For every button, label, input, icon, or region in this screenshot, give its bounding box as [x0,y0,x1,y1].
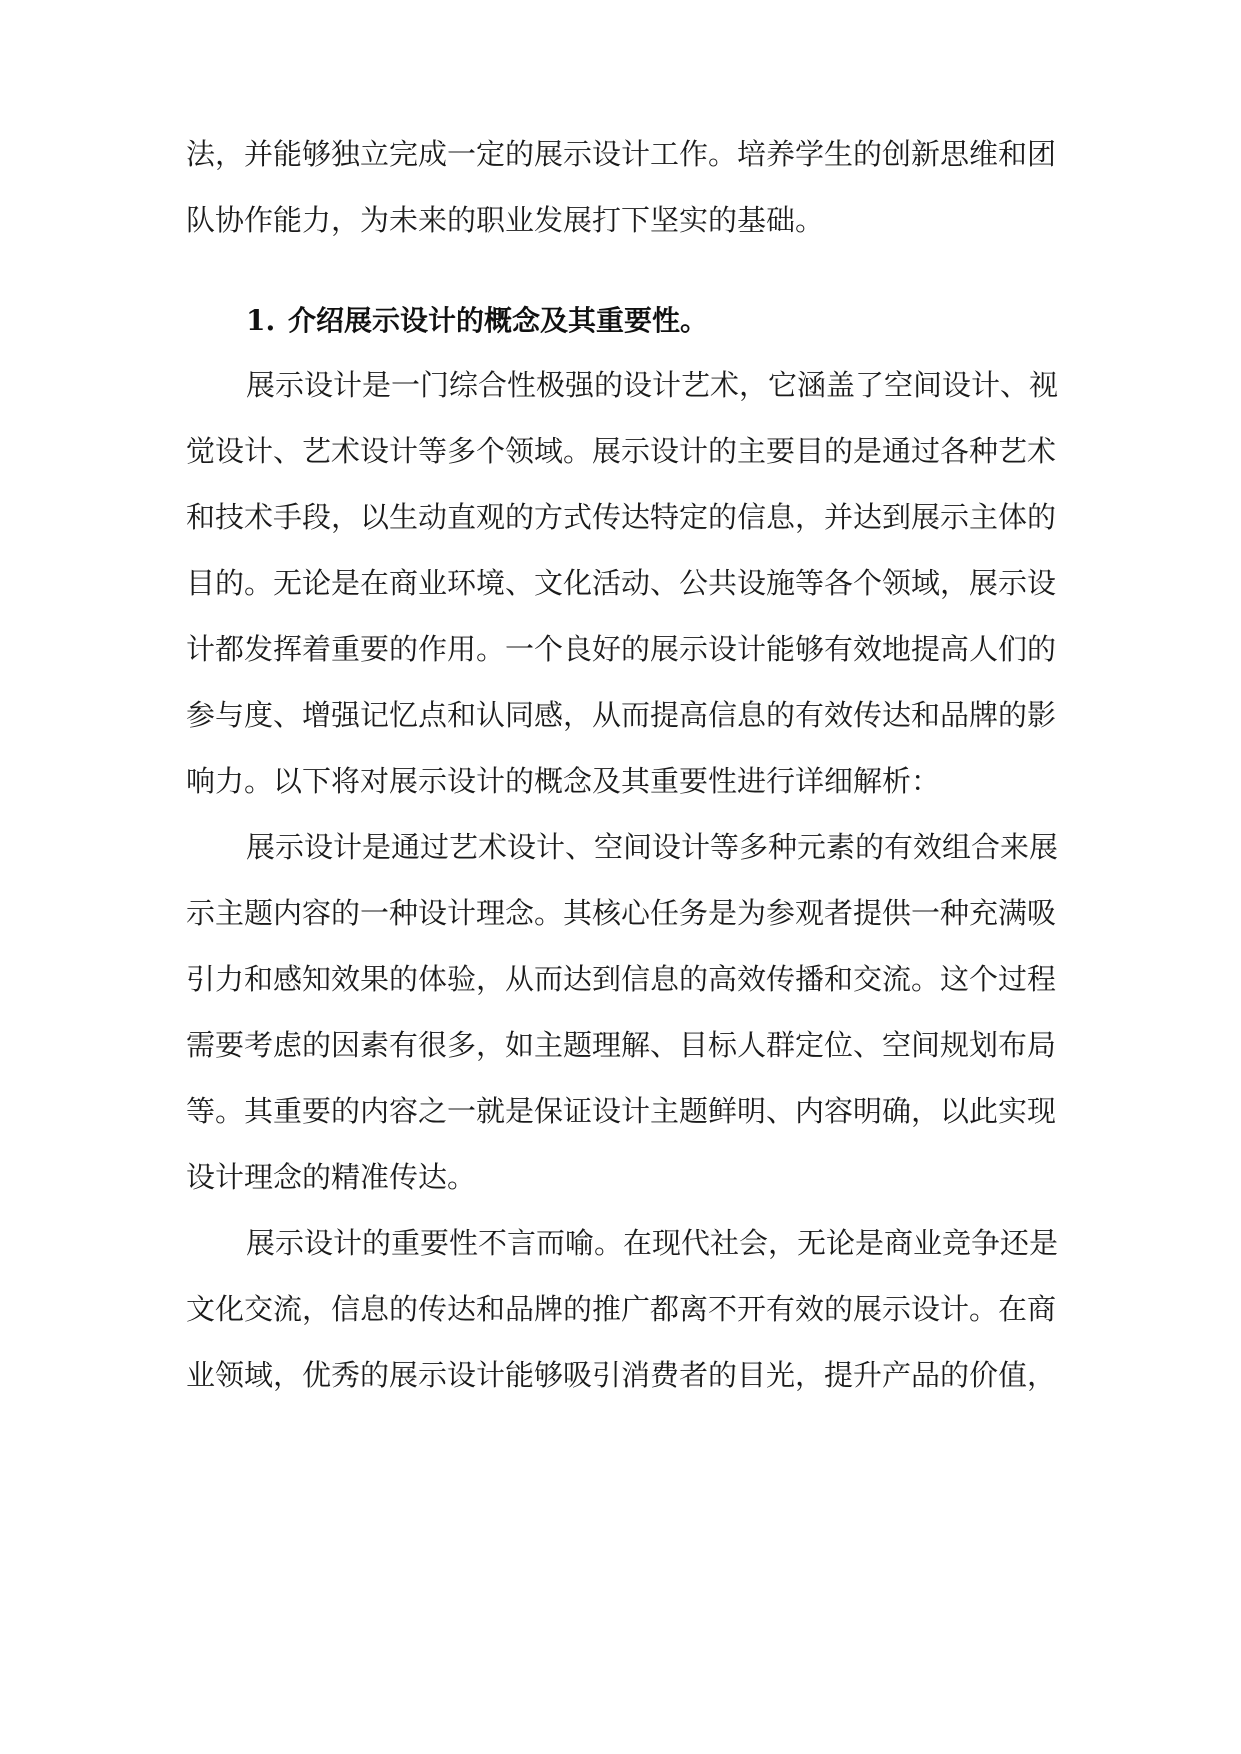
paragraph-2-line-5: 等。其重要的内容之一就是保证设计主题鲜明、内容明确，以此实现 [186,1094,1057,1128]
paragraph-1-line-6: 参与度、增强记忆点和认同感，从而提高信息的有效传达和品牌的影 [186,698,1057,732]
paragraph-1-line-4: 目的。无论是在商业环境、文化活动、公共设施等各个领域，展示设 [186,566,1057,600]
paragraph-1-line-5: 计都发挥着重要的作用。一个良好的展示设计能够有效地提高人们的 [186,632,1057,666]
paragraph-3-line-2: 文化交流，信息的传达和品牌的推广都离不开有效的展示设计。在商 [186,1292,1057,1326]
paragraph-2-line-2: 示主题内容的一种设计理念。其核心任务是为参观者提供一种充满吸 [186,896,1057,930]
paragraph-2-line-3: 引力和感知效果的体验，从而达到信息的高效传播和交流。这个过程 [186,962,1057,996]
paragraph-2-line-4: 需要考虑的因素有很多，如主题理解、目标人群定位、空间规划布局 [186,1028,1057,1062]
paragraph-1-line-2: 觉设计、艺术设计等多个领域。展示设计的主要目的是通过各种艺术 [186,434,1057,468]
paragraph-1-line-7: 响力。以下将对展示设计的概念及其重要性进行详细解析： [186,764,941,798]
section-heading [246,297,708,345]
intro-line-2: 队协作能力，为未来的职业发展打下坚实的基础。 [186,203,825,237]
paragraph-1-line-1: 展示设计是一门综合性极强的设计艺术，它涵盖了空间设计、视 [246,368,1059,402]
paragraph-3-line-3: 业领域，优秀的展示设计能够吸引消费者的目光，提升产品的价值， [186,1358,1057,1392]
section-title: 介绍展示设计的概念及其重要性。 [288,304,709,337]
paragraph-2-line-1: 展示设计是通过艺术设计、空间设计等多种元素的有效组合来展 [246,830,1059,864]
paragraph-3-line-1: 展示设计的重要性不言而喻。在现代社会，无论是商业竞争还是 [246,1226,1059,1260]
paragraph-2-line-6: 设计理念的精准传达。 [186,1160,477,1194]
section-number: 1. [246,304,276,337]
paragraph-1-line-3: 和技术手段，以生动直观的方式传达特定的信息，并达到展示主体的 [186,500,1057,534]
intro-line-1: 法，并能够独立完成一定的展示设计工作。培养学生的创新思维和团 [186,137,1057,171]
